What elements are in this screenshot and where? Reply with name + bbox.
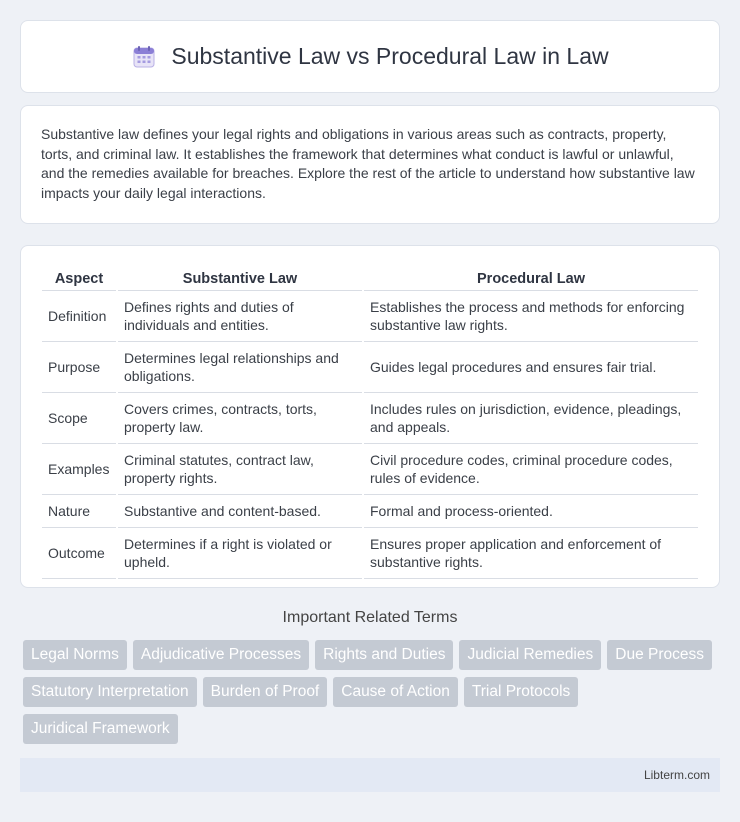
- cell-substantive: Criminal statutes, contract law, property rights.: [117, 444, 363, 495]
- table-row: [42, 393, 698, 444]
- footer-brand[interactable]: Libterm.com: [643, 768, 710, 782]
- calendar-icon: [131, 44, 157, 70]
- cell-procedural: Establishes the process and methods for enforcing substantive law rights.: [363, 291, 698, 342]
- cell-substantive: Substantive and content-based.: [117, 495, 363, 528]
- cell-aspect: Outcome: [42, 528, 117, 579]
- comparison-table: [42, 267, 698, 579]
- header-procedural: Procedural Law: [363, 267, 698, 291]
- tag-statutory-interpretation[interactable]: Statutory Interpretation: [23, 677, 197, 707]
- tag-cause-of-action[interactable]: Cause of Action: [333, 677, 458, 707]
- comparison-table-card: [20, 245, 720, 588]
- cell-aspect: Scope: [42, 393, 117, 444]
- table-header-row: [42, 267, 698, 291]
- cell-procedural: Includes rules on jurisdiction, evidence, pleadings, and appeals.: [363, 393, 698, 444]
- tag-juridical-framework[interactable]: Juridical Framework: [23, 714, 178, 744]
- table-row: [42, 528, 698, 579]
- tag-judicial-remedies[interactable]: Judicial Remedies: [459, 640, 601, 670]
- page-title: Substantive Law vs Procedural Law in Law: [171, 43, 609, 69]
- related-terms-title: Important Related Terms: [282, 609, 458, 626]
- cell-procedural: Formal and process-oriented.: [363, 495, 698, 528]
- footer: [20, 758, 720, 792]
- cell-aspect: Nature: [42, 495, 117, 528]
- related-terms-list: [20, 640, 720, 744]
- tag-trial-protocols[interactable]: Trial Protocols: [464, 677, 578, 707]
- tag-legal-norms[interactable]: Legal Norms: [23, 640, 127, 670]
- title-card: [20, 20, 720, 93]
- table-row: [42, 444, 698, 495]
- table-row: [42, 291, 698, 342]
- cell-procedural: Ensures proper application and enforcement of substantive rights.: [363, 528, 698, 579]
- table-row: [42, 342, 698, 393]
- table-row: [42, 495, 698, 528]
- cell-procedural: Guides legal procedures and ensures fair trial.: [363, 342, 698, 393]
- header-substantive: Substantive Law: [117, 267, 363, 291]
- cell-substantive: Covers crimes, contracts, torts, property law.: [117, 393, 363, 444]
- tag-due-process[interactable]: Due Process: [607, 640, 712, 670]
- intro-text: Substantive law defines your legal rights and obligations in various areas such as contracts, property, torts, and criminal law. It establishes the framework that determines what conduct is lawful or unlawful, and the remedies available for breaches. Explore the rest of the article to understand how substantive law impacts your daily legal interactions.: [41, 126, 695, 201]
- cell-substantive: Determines legal relationships and obligations.: [117, 342, 363, 393]
- tag-burden-of-proof[interactable]: Burden of Proof: [203, 677, 328, 707]
- tag-rights-and-duties[interactable]: Rights and Duties: [315, 640, 453, 670]
- tag-adjudicative-processes[interactable]: Adjudicative Processes: [133, 640, 309, 670]
- cell-substantive: Defines rights and duties of individuals and entities.: [117, 291, 363, 342]
- cell-aspect: Examples: [42, 444, 117, 495]
- cell-substantive: Determines if a right is violated or upheld.: [117, 528, 363, 579]
- intro-card: [20, 105, 720, 224]
- cell-procedural: Civil procedure codes, criminal procedure codes, rules of evidence.: [363, 444, 698, 495]
- cell-aspect: Definition: [42, 291, 117, 342]
- cell-aspect: Purpose: [42, 342, 117, 393]
- header-aspect: Aspect: [42, 267, 117, 291]
